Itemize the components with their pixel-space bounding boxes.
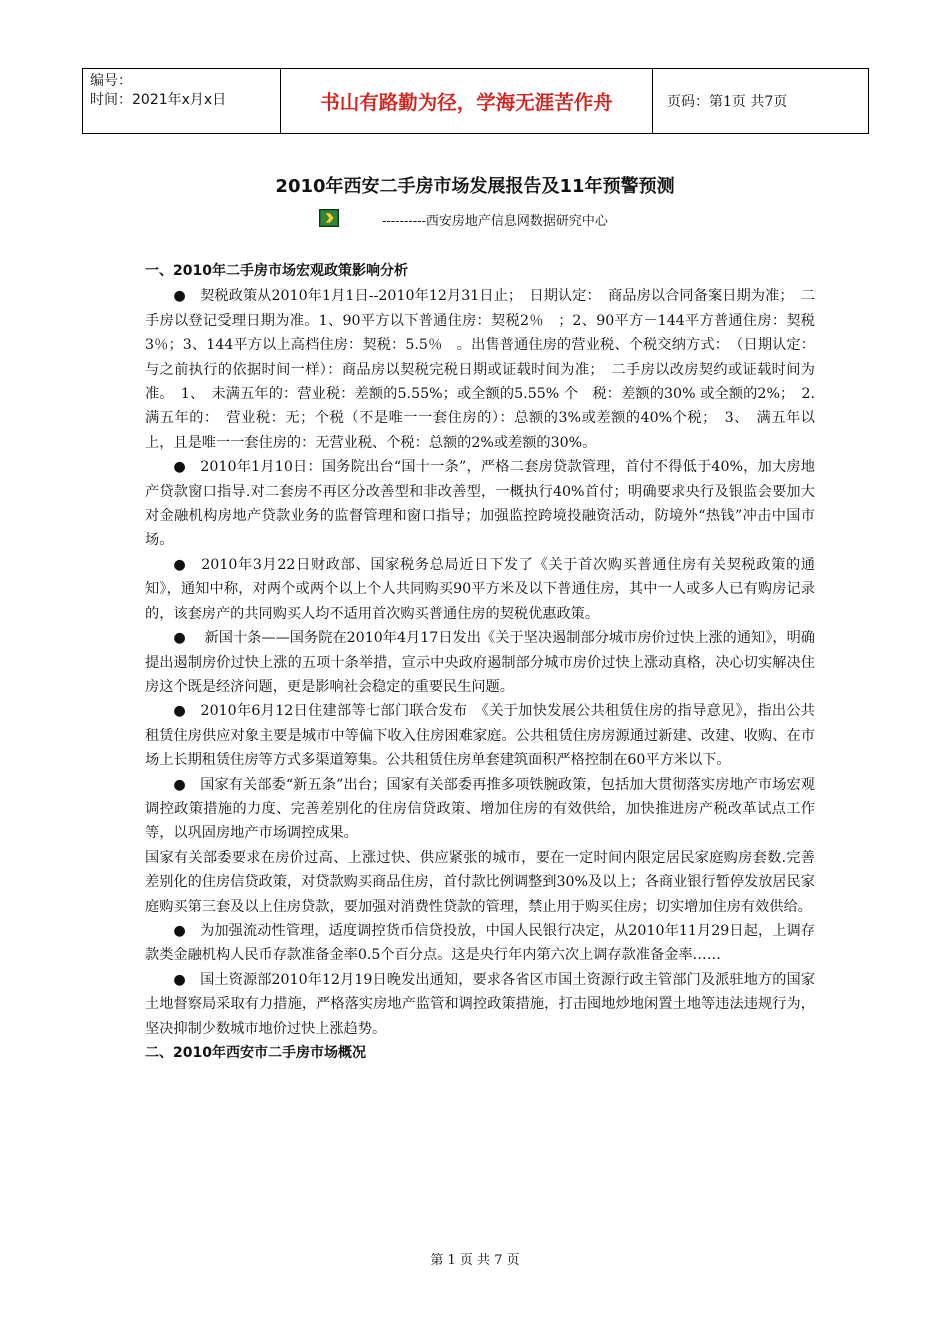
document-title: 2010年西安二手房市场发展报告及11年预警预测: [275, 176, 675, 197]
header-table: [82, 68, 869, 134]
page-info: 页码：第1页 共7页: [667, 94, 788, 110]
policy-paragraph: ● 为加强流动性管理，适度调控货币信贷投放，中国人民银行决定，从2010年11月29日起，上调存款类金融机构人民币存款准备金率0.5个百分点。这是央行年内第六次上调存款准备金率……: [145, 922, 815, 964]
policy-paragraph: ● 新国十条——国务院在2010年4月17日发出《关于坚决遏制部分城市房价过快上涨的通知》，明确提出遏制房价过快上涨的五项十条举措，宣示中央政府遏制部分城市房价过快上涨动真格，决心切实解决住房这个既是经济问题，更是影响社会稳定的重要民生问题。: [145, 630, 815, 695]
policy-paragraph: ● 契税政策从2010年1月1日--2010年12月31日止； 日期认定： 商品房以合同备案日期为准； 二手房以登记受理日期为准。1、90平方以下普通住房：契税2％ ；2、90平方－144平方普通住房：契税3％；3、144平方以上高档住房：契税：5.5％ 。出售普通住房的营业税、个税交纳方式： （日期认定：与之前执行的依据时间一样）：商品房以契税完税日期或证载时间为准； 二手房以改房契约或证载时间为准。 1、 未满五年的：营业税：差额的5.55%；或全额的5.55% 个 税：差额的30% 或全额的2%； 2. 满五年的： 营业税：无；个税（不是唯一一套住房的）：总额的3%或差额的40%个税； 3、 满五年以上，且是唯一一套住房的：无营业税、个税：总额的2%或差额的30%。: [145, 288, 815, 451]
time-label: 时间：2021年x月x日: [90, 92, 227, 108]
page-footer: 第 1 页 共 7 页: [430, 1253, 520, 1268]
document-source: ----------西安房地产信息网数据研究中心: [382, 214, 608, 229]
policy-paragraph: 国家有关部委要求在房价过高、上涨过快、供应紧张的城市，要在一定时间内限定居民家庭购房套数.完善差别化的住房信贷政策，对贷款购买商品住房，首付款比例调整到30%及以上；各商业银行暂停发放居民家庭购买第三套及以上住房贷款，要加强对消费性贷款的管理，禁止用于购买住房；切实增加住房有效供给。: [145, 849, 815, 915]
number-label: 编号：: [90, 73, 132, 89]
section-heading: 一、2010年二手房市场宏观政策影响分析: [145, 263, 408, 279]
policy-paragraph: ● 国家有关部委“新五条”出台；国家有关部委再推多项铁腕政策，包括加大贯彻落实房地产市场宏观调控政策措施的力度、完善差别化的住房信贷政策、增加住房的有效供给，加快推进房产税改革试点工作等，以巩固房地产市场调控成果。: [145, 776, 815, 842]
document-icon: [319, 209, 339, 227]
policy-paragraph: ● 2010年1月10日：国务院出台“国十一条”，严格二套房贷款管理，首付不得低于40%，加大房地产贷款窗口指导.对二套房不再区分改善型和非改善型，一概执行40%首付；明确要求央行及银监会要加大对金融机构房地产贷款业务的监督管理和窗口指导；加强监控跨境投融资活动，防境外“热钱”冲击中国市场。: [145, 459, 815, 549]
policy-paragraph: ● 国土资源部2010年12月19日晚发出通知，要求各省区市国土资源行政主管部门及派驻地方的国家土地督察局采取有力措施，严格落实房地产监管和调控政策措施，打击囤地炒地闲置土地等违法违规行为，坚决抑制少数城市地价过快上涨趋势。: [145, 971, 815, 1037]
header-left-cell: [83, 69, 281, 133]
policy-paragraph: ● 2010年3月22日财政部、国家税务总局近日下发了《关于首次购买普通住房有关契税政策的通知》，通知中称，对两个或两个以上个人共同购买90平方米及以下普通住房，其中一人或多人已有购房记录的，该套房产的共同购买人均不适用首次购买普通住房的契税优惠政策。: [145, 556, 815, 622]
section-heading: 二、2010年西安市二手房市场概况: [145, 1045, 366, 1061]
policy-paragraph: ● 2010年6月12日住建部等七部门联合发布 《关于加快发展公共租赁住房的指导意见》，指出公共租赁住房供应对象主要是城市中等偏下收入住房困难家庭。公共租赁住房房源通过新建、改建、收购、在市场上长期租赁住房等方式多渠道筹集。公共租赁住房单套建筑面积严格控制在60平方米以下。: [145, 703, 815, 769]
motto: 书山有路勤为径，学海无涯苦作舟: [281, 69, 653, 133]
document-body: [145, 259, 815, 1066]
